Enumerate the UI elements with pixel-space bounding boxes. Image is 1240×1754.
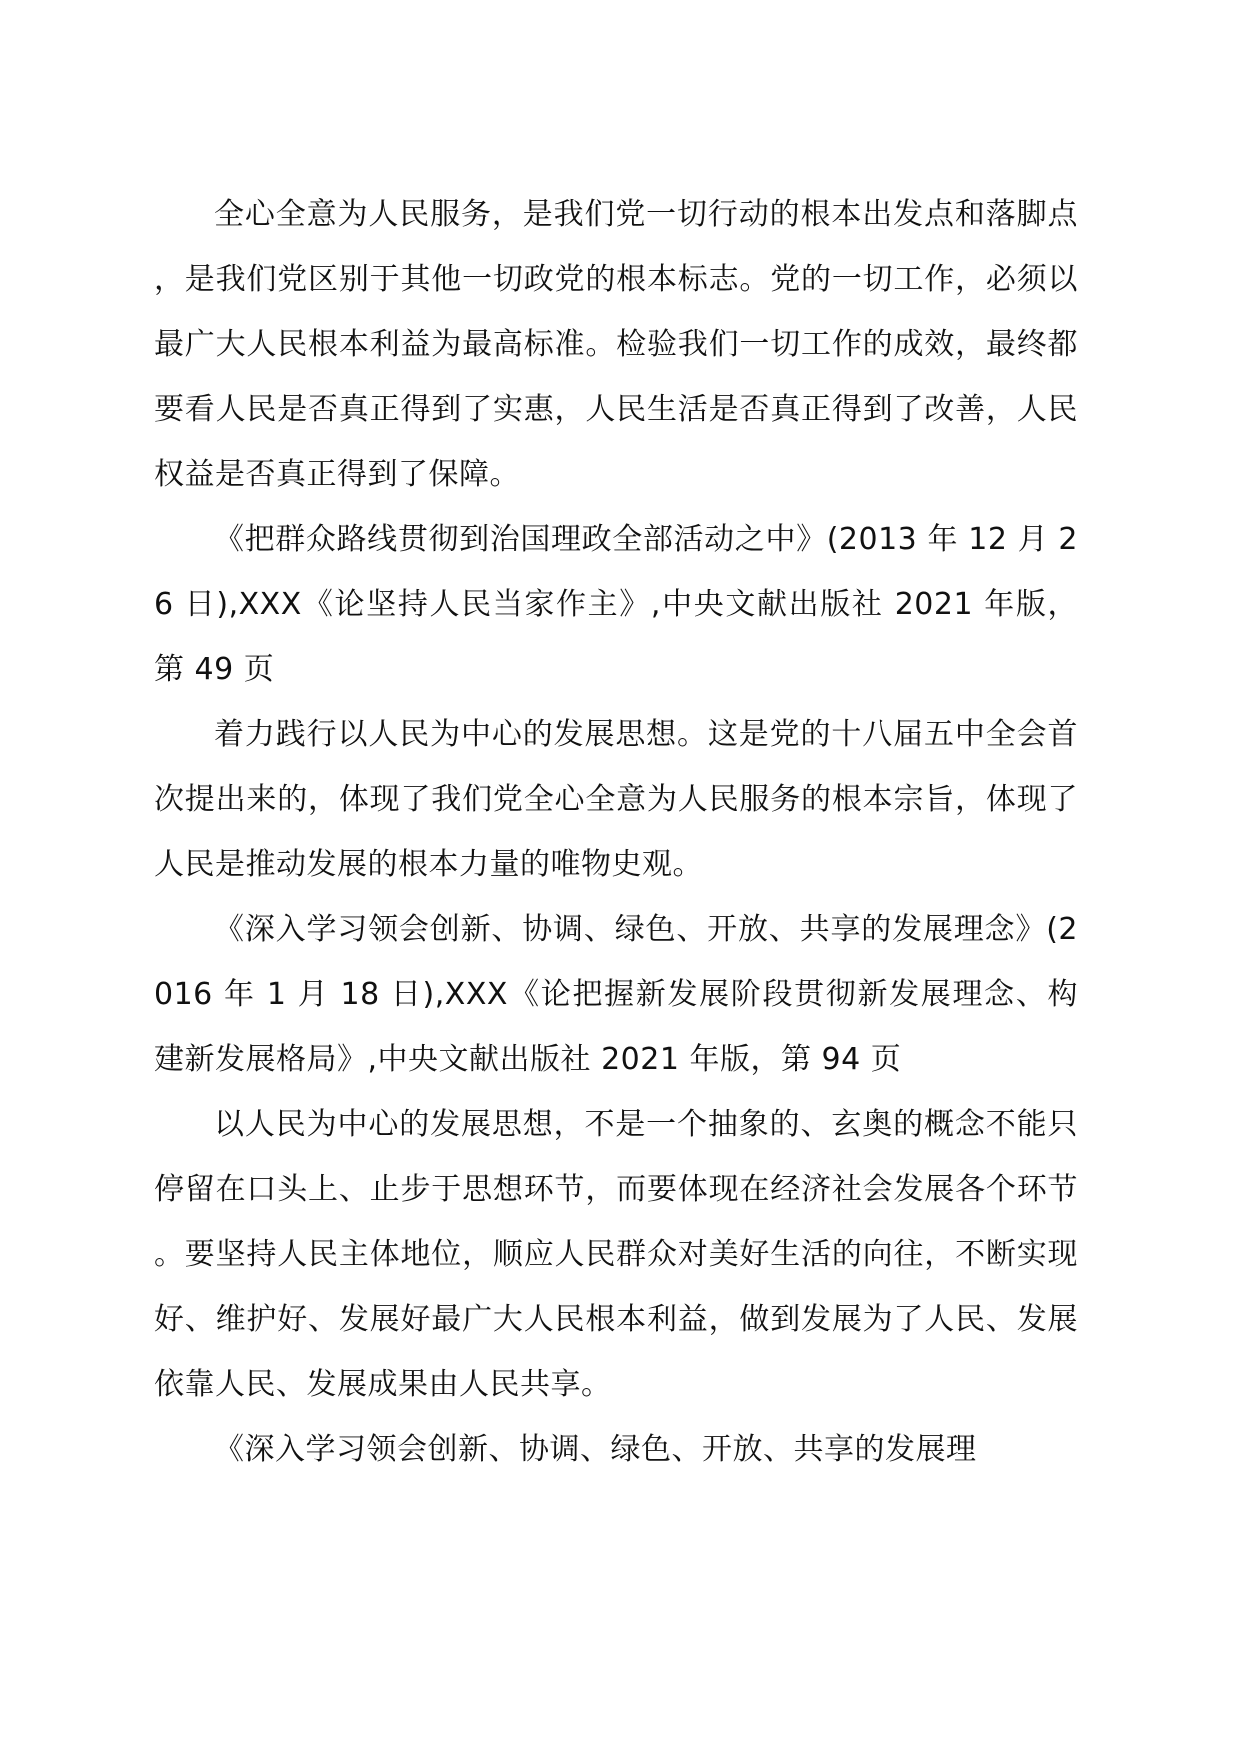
paragraph-people-centered-development: 着力践行以人民为中心的发展思想。这是党的十八届五中全会首次提出来的，体现了我们党全心全意为人民服务的根本宗旨，体现了人民是推动发展的根本力量的唯物史观。 <box>154 717 1078 882</box>
document-body <box>154 182 1078 1482</box>
citation-new-development-philosophy: 《深入学习领会创新、协调、绿色、开放、共享的发展理念》(2016 年 1 月 18 日),XXX《论把握新发展阶段贯彻新发展理念、构建新发展格局》,中央文献出版社 2021 年版，第 94 页 <box>154 912 1078 1077</box>
paragraph-people-centered-thinking: 以人民为中心的发展思想，不是一个抽象的、玄奥的概念不能只停留在口头上、止步于思想环节，而要体现在经济社会发展各个环节。要坚持人民主体地位，顺应人民群众对美好生活的向往，不断实现好、维护好、发展好最广大人民根本利益，做到发展为了人民、发展依靠人民、发展成果由人民共享。 <box>154 1107 1078 1402</box>
citation-new-development-philosophy-cont: 《深入学习领会创新、协调、绿色、开放、共享的发展理 <box>214 1432 977 1467</box>
citation-mass-line: 《把群众路线贯彻到治国理政全部活动之中》(2013 年 12 月 26 日),XXX《论坚持人民当家作主》,中央文献出版社 2021 年版，第 49 页 <box>154 522 1078 687</box>
paragraph-service-to-people: 全心全意为人民服务，是我们党一切行动的根本出发点和落脚点，是我们党区别于其他一切政党的根本标志。党的一切工作，必须以最广大人民根本利益为最高标准。检验我们一切工作的成效，最终都要看人民是否真正得到了实惠，人民生活是否真正得到了改善，人民权益是否真正得到了保障。 <box>154 197 1078 492</box>
